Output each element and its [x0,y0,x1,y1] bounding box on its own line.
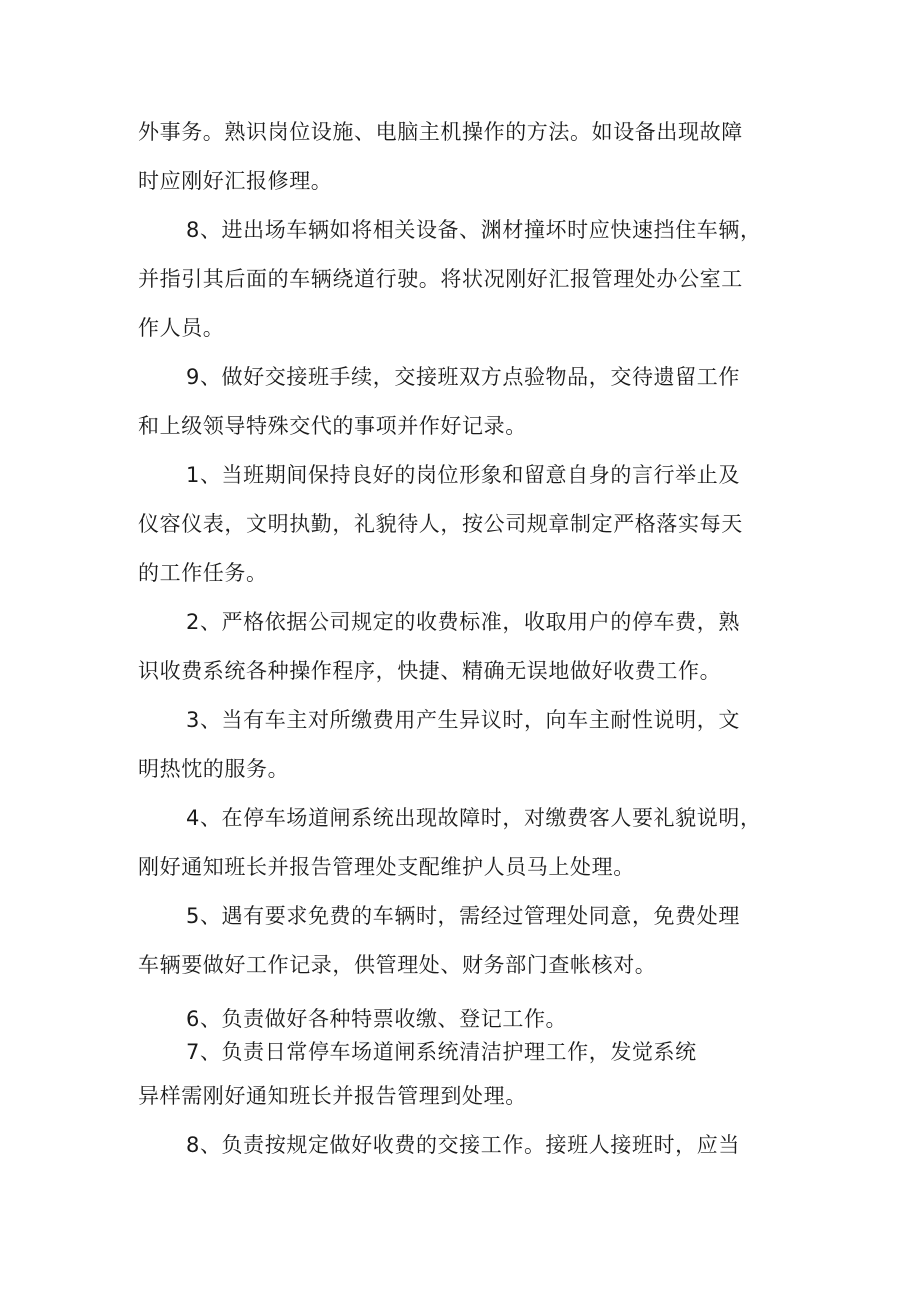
text-line: 识收费系统各种操作程序，快捷、精确无误地做好收费工作。 [138,659,722,683]
paragraph-item-5: 5、遇有要求免费的车辆时，需经过管理处同意，免费处理 [186,904,740,928]
paragraph-item-9: 9、做好交接班手续，交接班双方点验物品，交待遗留工作 [186,365,740,389]
paragraph-item-3: 3、当有车主对所缴费用产生异议时，向车主耐性说明，文 [186,708,740,732]
text-line: 并指引其后面的车辆绕道行驶。将状况刚好汇报管理处办公室工 [138,267,743,291]
text-line: 时应刚好汇报修理。 [138,169,333,193]
text-line: 明热忱的服务。 [138,757,290,781]
paragraph-item-4: 4、在停车场道闸系统出现故障时，对缴费客人要礼貌说明， [186,806,762,830]
text-line: 仪容仪表，文明执勤，礼貌待人，按公司规章制定严格落实每天 [138,512,743,536]
paragraph-item-2: 2、严格依据公司规定的收费标准，收取用户的停车费，熟 [186,610,740,634]
text-line: 异样需刚好通知班长并报告管理到处理。 [138,1084,527,1108]
text-line: 外事务。熟识岗位设施、电脑主机操作的方法。如设备出现故障 [138,120,743,144]
text-line: 车辆要做好工作记录，供管理处、财务部门查帐核对。 [138,953,657,977]
paragraph-item-1: 1、当班期间保持良好的岗位形象和留意自身的言行举止及 [186,463,740,487]
text-line: 刚好通知班长并报告管理处支配维护人员马上处理。 [138,855,635,879]
text-line: 的工作任务。 [138,561,268,585]
paragraph-item-8b: 8、负责按规定做好收费的交接工作。接班人接班时，应当 [186,1133,740,1157]
paragraph-item-7: 7、负责日常停车场道闸系统清洁护理工作，发觉系统 [186,1040,697,1064]
text-line: 作人员。 [138,316,225,340]
paragraph-item-8: 8、进出场车辆如将相关设备、渊材撞坏时应快速挡住车辆， [186,218,762,242]
text-line: 和上级领导特殊交代的事项并作好记录。 [138,414,527,438]
paragraph-item-6: 6、负责做好各种特票收缴、登记工作。 [186,1007,568,1031]
